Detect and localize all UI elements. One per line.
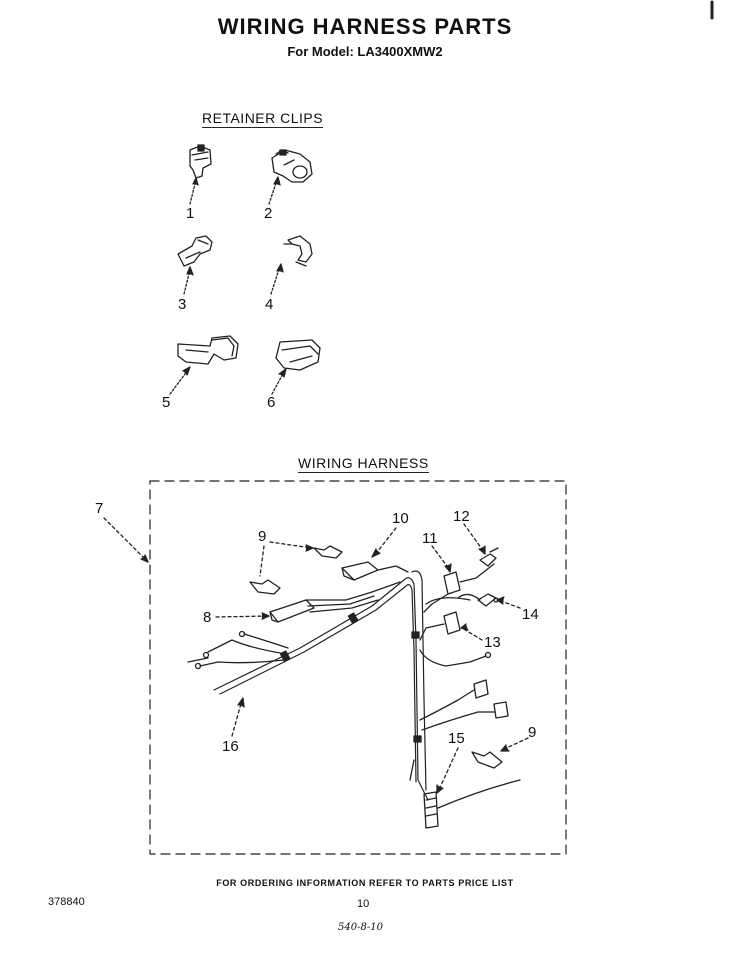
harness-tape-bands: [280, 613, 421, 742]
leader-7: [104, 518, 148, 562]
wiring-harness-heading: WIRING HARNESS: [298, 455, 429, 471]
harness-left-leads: [188, 632, 288, 669]
page-title: WIRING HARNESS PARTS: [217, 14, 513, 39]
leader-8: [216, 616, 268, 617]
ordering-note: FOR ORDERING INFORMATION REFER TO PARTS PRICE LIST: [216, 878, 514, 888]
callout-4: 4: [265, 296, 274, 313]
callout-14: 14: [522, 606, 539, 623]
harness-boundary: [150, 481, 566, 854]
callout-11: 11: [422, 530, 438, 547]
terminal-9-lower: [472, 752, 502, 768]
callout-15: 15: [448, 730, 465, 747]
callout-7: 7: [95, 500, 104, 517]
connector-8: [270, 582, 400, 622]
page-number: 10: [357, 898, 370, 910]
document-number: 378840: [48, 896, 85, 908]
model-subtitle: For Model: LA3400XMW2: [287, 44, 443, 59]
callout-8: 8: [203, 609, 212, 626]
handwritten-stamp: 540-8-10: [338, 922, 383, 933]
callout-16: 16: [222, 738, 239, 755]
callout-12: 12: [453, 508, 470, 525]
retainer-clip-3: [178, 236, 212, 294]
leader-12: [464, 524, 484, 552]
connector-10: [342, 562, 408, 580]
terminal-14: [458, 594, 498, 606]
terminal-9-upper: [250, 546, 342, 594]
connector-13: [420, 598, 470, 640]
retainer-clips-heading: RETAINER CLIPS: [202, 110, 324, 126]
leader-15: [438, 748, 458, 792]
retainer-clip-5: [170, 336, 238, 394]
callout-6: 6: [267, 394, 276, 411]
retainer-clip-4: [271, 236, 312, 294]
callout-9-lower: 9: [528, 724, 537, 741]
retainer-clip-2: [269, 150, 312, 204]
callout-1: 1: [186, 205, 195, 222]
callout-9-upper: 9: [258, 528, 267, 545]
retainer-clip-1: [190, 145, 211, 204]
callout-3: 3: [178, 296, 187, 313]
callout-2: 2: [264, 205, 273, 222]
retainer-clip-6: [272, 340, 320, 394]
callout-5: 5: [162, 394, 171, 411]
callout-10: 10: [392, 510, 409, 527]
callout-13: 13: [484, 634, 501, 651]
